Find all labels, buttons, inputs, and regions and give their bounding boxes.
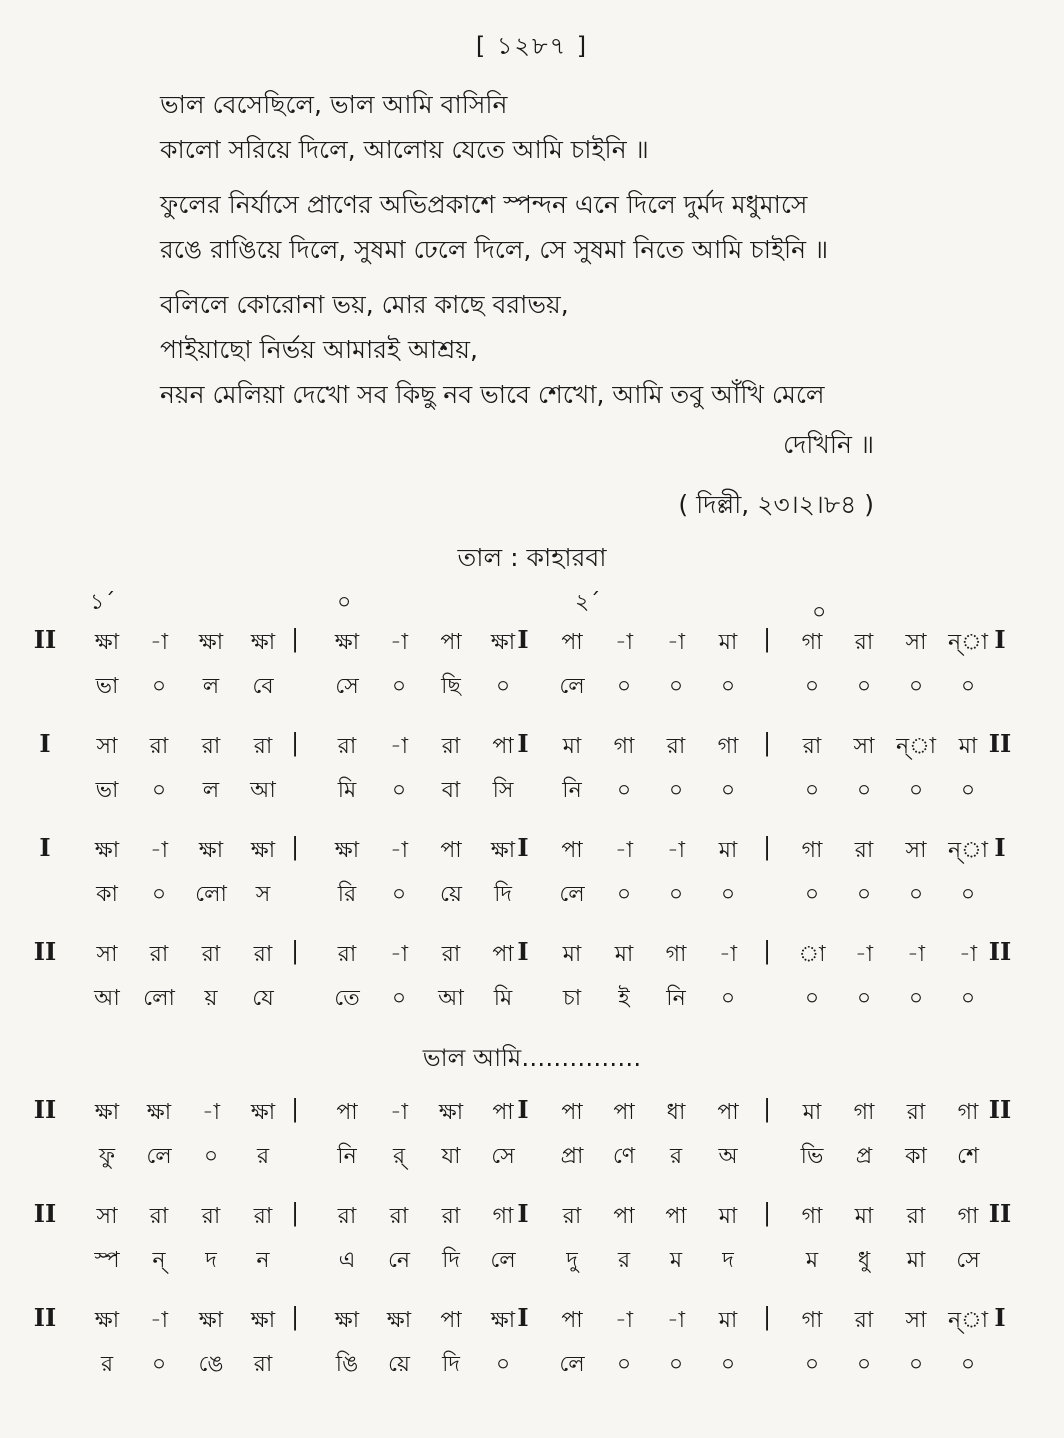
swara-note: মা xyxy=(958,734,978,759)
lyric-syllable: এ xyxy=(338,1248,356,1273)
lyric-syllable: প্র xyxy=(855,1144,873,1169)
lyric-syllable: ভা xyxy=(95,674,119,699)
swara-note: মা xyxy=(718,1204,738,1229)
bar-line: | xyxy=(290,1303,300,1331)
lyric-syllable: যা xyxy=(441,1144,461,1169)
swara-note: পা xyxy=(492,942,514,967)
lyric-syllable: কা xyxy=(905,1144,927,1169)
swara-note: রা xyxy=(201,942,221,967)
lyric-syllable: ০ xyxy=(495,1352,511,1377)
lyric-syllable: অ xyxy=(718,1144,738,1169)
swara-note: মা xyxy=(718,630,738,655)
bar-line: I xyxy=(517,1303,529,1332)
lyric-syllable: ০ xyxy=(908,986,924,1011)
lyric-syllable: র xyxy=(617,1248,631,1273)
lyric-syllable: আ xyxy=(94,986,120,1011)
lyric-syllable: ০ xyxy=(960,778,976,803)
swara-note: রা xyxy=(337,942,357,967)
swara-note: পা xyxy=(440,838,462,863)
swara-note: রা xyxy=(666,734,686,759)
swara-note: -া xyxy=(389,1100,409,1125)
swara-note: -া xyxy=(906,942,926,967)
lyric-syllable: ০ xyxy=(151,1352,167,1377)
bar-line: II xyxy=(33,1095,57,1124)
lyric-syllable: যে xyxy=(252,986,274,1011)
lyric-syllable: ০ xyxy=(720,778,736,803)
bar-line: | xyxy=(762,729,772,757)
bar-line: | xyxy=(290,729,300,757)
bar-line: | xyxy=(762,1095,772,1123)
swara-note: ক্ষা xyxy=(198,1308,224,1333)
swara-note: ক্ষা xyxy=(386,1308,412,1333)
place-date: ( দিল্লী, ২৩।২।৮৪ ) xyxy=(678,490,874,519)
swara-note: পা xyxy=(561,1308,583,1333)
swara-note: গা xyxy=(801,630,823,655)
swara-note: পা xyxy=(717,1100,739,1125)
swara-note: ক্ষা xyxy=(94,1308,120,1333)
lyric-syllable: ভা xyxy=(95,778,119,803)
poem-line: বলিলে কোরোনা ভয়, মোর কাছে বরাভয়, xyxy=(160,290,569,319)
lyric-syllable: ০ xyxy=(668,882,684,907)
notation-swara-row xyxy=(30,833,1040,879)
lyric-syllable: র xyxy=(256,1144,270,1169)
swara-note: ক্ষা xyxy=(250,1308,276,1333)
bar-line: | xyxy=(762,833,772,861)
lyric-syllable: দি xyxy=(442,1248,460,1273)
swara-note: -া xyxy=(666,630,686,655)
lyric-syllable: ফু xyxy=(98,1144,116,1169)
swara-note: -া xyxy=(389,838,409,863)
lyric-syllable: র xyxy=(100,1352,114,1377)
poem-line: ভাল বেসেছিলে, ভাল আমি বাসিনি xyxy=(160,90,508,119)
lyric-syllable: ০ xyxy=(856,674,872,699)
notation-lyric-row xyxy=(30,981,1040,1027)
swara-note: ক্ষা xyxy=(94,630,120,655)
lyric-syllable: মা xyxy=(906,1248,926,1273)
swara-note: ক্ষা xyxy=(94,1100,120,1125)
swara-note: রা xyxy=(441,1204,461,1229)
poem-line: রঙে রাঙিয়ে দিলে, সুষমা ঢেলে দিলে, সে সুষমা নিতে আমি চাইনি ॥ xyxy=(160,235,829,264)
swara-note: ক্ষা xyxy=(490,630,516,655)
bar-line: | xyxy=(290,1199,300,1227)
lyric-syllable: ০ xyxy=(804,986,820,1011)
lyric-syllable: ০ xyxy=(960,986,976,1011)
swara-note: রা xyxy=(906,1204,926,1229)
swara-note: -া xyxy=(666,1308,686,1333)
lyric-syllable: ন্ xyxy=(152,1248,166,1273)
swara-note: মা xyxy=(718,1308,738,1333)
swara-note: পা xyxy=(613,1204,635,1229)
lyric-syllable: লে xyxy=(559,882,585,907)
lyric-syllable: বে xyxy=(252,674,274,699)
swara-note: রা xyxy=(149,1204,169,1229)
swara-note: গা xyxy=(801,838,823,863)
bar-line: | xyxy=(290,1095,300,1123)
swara-note: মা xyxy=(854,1204,874,1229)
swara-note: ধা xyxy=(666,1100,686,1125)
swara-note: মা xyxy=(562,942,582,967)
swara-note: ক্ষা xyxy=(438,1100,464,1125)
bar-line: I xyxy=(994,833,1006,862)
lyric-syllable: ০ xyxy=(391,986,407,1011)
swara-note: ন্া xyxy=(895,734,937,759)
lyric-syllable: নি xyxy=(562,778,582,803)
lyric-syllable: আ xyxy=(438,986,464,1011)
swara-note: া xyxy=(798,942,826,967)
swara-note: -া xyxy=(614,838,634,863)
swara-note: ন্া xyxy=(947,838,989,863)
lyric-syllable: ০ xyxy=(856,778,872,803)
notation-lyric-row xyxy=(30,1347,1040,1393)
swara-note: রা xyxy=(441,942,461,967)
swara-note: গা xyxy=(801,1204,823,1229)
swara-note: -া xyxy=(389,630,409,655)
lyric-syllable: নি xyxy=(666,986,686,1011)
lyric-syllable: রা xyxy=(253,1352,273,1377)
bar-line: I xyxy=(517,625,529,654)
bar-line: I xyxy=(517,833,529,862)
swara-note: মা xyxy=(614,942,634,967)
swara-note: রা xyxy=(854,838,874,863)
lyric-syllable: মি xyxy=(493,986,513,1011)
lyric-syllable: ০ xyxy=(804,882,820,907)
lyric-syllable: দু xyxy=(566,1248,578,1273)
notation-swara-row xyxy=(30,1303,1040,1349)
lyric-syllable: সি xyxy=(492,778,514,803)
swara-note: পা xyxy=(561,630,583,655)
notation-swara-row xyxy=(30,1095,1040,1141)
lyric-syllable: ০ xyxy=(668,674,684,699)
swara-note: ক্ষা xyxy=(250,838,276,863)
bar-line: II xyxy=(988,937,1012,966)
swara-note: ক্ষা xyxy=(250,1100,276,1125)
swara-note: গা xyxy=(957,1204,979,1229)
lyric-syllable: ল xyxy=(202,778,220,803)
lyric-syllable: ০ xyxy=(616,778,632,803)
lyric-syllable: দ xyxy=(205,1248,217,1273)
poem-line: পাইয়াছো নির্ভয় আমারই আশ্রয়, xyxy=(160,335,478,364)
swara-note: গা xyxy=(613,734,635,759)
swara-note: গা xyxy=(492,1204,514,1229)
swara-note: পা xyxy=(613,1100,635,1125)
swara-note: সা xyxy=(96,734,118,759)
lyric-syllable: চা xyxy=(562,986,582,1011)
swara-note: গা xyxy=(853,1100,875,1125)
notation-swara-row xyxy=(30,625,1040,671)
lyric-syllable: ০ xyxy=(804,674,820,699)
swara-note: রা xyxy=(149,942,169,967)
lyric-syllable: শে xyxy=(957,1144,979,1169)
swara-note: পা xyxy=(561,838,583,863)
swara-note: সা xyxy=(905,1308,927,1333)
bar-line: | xyxy=(290,625,300,653)
bar-line: I xyxy=(517,937,529,966)
swara-note: -া xyxy=(666,838,686,863)
swara-note: -া xyxy=(149,630,169,655)
lyric-syllable: বা xyxy=(441,778,461,803)
swara-note: রা xyxy=(253,734,273,759)
lyric-syllable: ঙে xyxy=(198,1352,224,1377)
notation-swara-row xyxy=(30,1199,1040,1245)
lyric-syllable: ছি xyxy=(441,674,461,699)
notation-swara-row xyxy=(30,937,1040,983)
lyric-syllable: ০ xyxy=(804,1352,820,1377)
swara-note: ক্ষা xyxy=(490,838,516,863)
swara-note: রা xyxy=(253,942,273,967)
lyric-syllable: ০ xyxy=(391,778,407,803)
lyric-syllable: ন xyxy=(256,1248,270,1273)
bar-line: | xyxy=(290,937,300,965)
bar-line: I xyxy=(517,1095,529,1124)
lyric-syllable: ০ xyxy=(856,986,872,1011)
poem-line: ফুলের নির্যাসে প্রাণের অভিপ্রকাশে স্পন্দন এনে দিলে দুর্মদ মধুমাসে xyxy=(160,190,808,219)
lyric-syllable: ০ xyxy=(960,882,976,907)
lyric-syllable: ০ xyxy=(668,778,684,803)
swara-note: মা xyxy=(718,838,738,863)
lyric-syllable: ০ xyxy=(616,674,632,699)
lyric-syllable: র্ xyxy=(392,1144,406,1169)
bar-line: I xyxy=(994,1303,1006,1332)
lyric-syllable: ০ xyxy=(960,674,976,699)
swara-note: রা xyxy=(201,734,221,759)
swara-note: রা xyxy=(149,734,169,759)
lyric-syllable: ল xyxy=(202,674,220,699)
swara-note: -া xyxy=(149,838,169,863)
swara-note: পা xyxy=(665,1204,687,1229)
bar-line: I xyxy=(994,625,1006,654)
lyric-syllable: নে xyxy=(387,1248,411,1273)
swara-note: ক্ষা xyxy=(146,1100,172,1125)
lyric-syllable: য়ে xyxy=(440,882,462,907)
notation-lyric-row xyxy=(30,669,1040,715)
bar-line: | xyxy=(762,625,772,653)
lyric-syllable: প্রা xyxy=(560,1144,584,1169)
bar-line: I xyxy=(517,729,529,758)
lyric-syllable: লো xyxy=(143,986,175,1011)
lyric-syllable: মি xyxy=(337,778,357,803)
swara-note: রা xyxy=(441,734,461,759)
bar-line: | xyxy=(762,1303,772,1331)
lyric-syllable: সে xyxy=(335,674,359,699)
lyric-syllable: য়ে xyxy=(388,1352,410,1377)
swara-note: রা xyxy=(854,630,874,655)
swara-note: -া xyxy=(389,734,409,759)
lyric-syllable: লে xyxy=(490,1248,516,1273)
swara-note: ক্ষা xyxy=(490,1308,516,1333)
bar-line: II xyxy=(988,1095,1012,1124)
bar-line: II xyxy=(33,625,57,654)
swara-note: রা xyxy=(389,1204,409,1229)
lyric-syllable: সে xyxy=(956,1248,980,1273)
poem-line: নয়ন মেলিয়া দেখো সব কিছু নব ভাবে শেখো, আমি তবু আঁখি মেলে xyxy=(160,380,825,409)
lyric-syllable: স্প xyxy=(94,1248,120,1273)
lyric-syllable: ভি xyxy=(800,1144,824,1169)
notation-lyric-row xyxy=(30,773,1040,819)
swara-note: সা xyxy=(905,630,927,655)
lyric-syllable: ০ xyxy=(856,1352,872,1377)
swara-note: রা xyxy=(854,1308,874,1333)
swara-note: সা xyxy=(96,942,118,967)
beat-marker: ০ xyxy=(337,590,352,615)
lyric-syllable: ০ xyxy=(495,674,511,699)
bar-line: | xyxy=(762,937,772,965)
swara-note: পা xyxy=(492,734,514,759)
beat-marker: ০ xyxy=(812,600,827,625)
lyric-syllable: ০ xyxy=(908,1352,924,1377)
lyric-syllable: ই xyxy=(618,986,630,1011)
lyric-syllable: ০ xyxy=(856,882,872,907)
swara-note: পা xyxy=(440,1308,462,1333)
swara-note: রা xyxy=(906,1100,926,1125)
swara-note: গা xyxy=(717,734,739,759)
lyric-syllable: ণে xyxy=(612,1144,636,1169)
swara-note: মা xyxy=(802,1100,822,1125)
swara-note: সা xyxy=(96,1204,118,1229)
swara-note: ক্ষা xyxy=(198,630,224,655)
lyric-syllable: ০ xyxy=(804,778,820,803)
lyric-syllable: ০ xyxy=(151,882,167,907)
bar-line: | xyxy=(290,833,300,861)
lyric-syllable: আ xyxy=(250,778,276,803)
bar-line: II xyxy=(33,937,57,966)
lyric-syllable: ০ xyxy=(720,674,736,699)
swara-note: রা xyxy=(802,734,822,759)
swara-note: পা xyxy=(440,630,462,655)
swara-note: পা xyxy=(492,1100,514,1125)
swara-note: রা xyxy=(337,734,357,759)
lyric-syllable: ০ xyxy=(391,674,407,699)
swara-note: ক্ষা xyxy=(334,1308,360,1333)
lyric-syllable: ০ xyxy=(720,882,736,907)
lyric-syllable: ০ xyxy=(616,882,632,907)
lyric-syllable: দি xyxy=(494,882,512,907)
lyric-syllable: ঙি xyxy=(335,1352,359,1377)
swara-note: ক্ষা xyxy=(94,838,120,863)
swara-note: রা xyxy=(337,1204,357,1229)
beat-marker: ২´ xyxy=(575,590,601,615)
bar-line: II xyxy=(33,1199,57,1228)
swara-note: -া xyxy=(614,630,634,655)
notation-lyric-row xyxy=(30,1139,1040,1185)
swara-note: ন্া xyxy=(947,1308,989,1333)
tala-heading: তাল : কাহারবা xyxy=(457,543,607,572)
swara-note: -া xyxy=(854,942,874,967)
lyric-syllable: ০ xyxy=(908,882,924,907)
swara-note: ক্ষা xyxy=(198,838,224,863)
swara-note: পা xyxy=(336,1100,358,1125)
swara-note: রা xyxy=(562,1204,582,1229)
poem-line: কালো সরিয়ে দিলে, আলোয় যেতে আমি চাইনি ॥ xyxy=(160,135,649,164)
swara-note: মা xyxy=(562,734,582,759)
lyric-syllable: লে xyxy=(146,1144,172,1169)
bar-line: I xyxy=(39,729,51,758)
swara-note: গা xyxy=(665,942,687,967)
lyric-syllable: ০ xyxy=(151,778,167,803)
swara-note: রা xyxy=(201,1204,221,1229)
lyric-syllable: ০ xyxy=(960,1352,976,1377)
notation-swara-row xyxy=(30,729,1040,775)
swara-note: গা xyxy=(957,1100,979,1125)
lyric-syllable: তে xyxy=(334,986,360,1011)
lyric-syllable: লে xyxy=(559,674,585,699)
lyric-syllable: স xyxy=(255,882,271,907)
swara-note: রা xyxy=(253,1204,273,1229)
lyric-syllable: ০ xyxy=(203,1144,219,1169)
lyric-syllable: সে xyxy=(491,1144,515,1169)
swara-note: গা xyxy=(801,1308,823,1333)
lyric-syllable: ধু xyxy=(857,1248,871,1273)
lyric-syllable: ০ xyxy=(908,778,924,803)
notation-lyric-row xyxy=(30,877,1040,923)
lyric-syllable: ০ xyxy=(720,1352,736,1377)
swara-note: ক্ষা xyxy=(334,630,360,655)
lyric-syllable: ম xyxy=(805,1248,819,1273)
swara-note: ক্ষা xyxy=(334,838,360,863)
poem-line-last-word: দেখিনি ॥ xyxy=(782,430,874,459)
lyric-syllable: র xyxy=(669,1144,683,1169)
swara-note: -া xyxy=(201,1100,221,1125)
swara-note: সা xyxy=(905,838,927,863)
lyric-syllable: রি xyxy=(337,882,357,907)
bar-line: II xyxy=(988,729,1012,758)
swara-note: ক্ষা xyxy=(250,630,276,655)
swara-note: -া xyxy=(389,942,409,967)
swara-note: ন্া xyxy=(947,630,989,655)
lyric-syllable: ০ xyxy=(151,674,167,699)
page-number: [ ১২৮৭ ] xyxy=(475,32,589,60)
lyric-syllable: ০ xyxy=(668,1352,684,1377)
swara-note: -া xyxy=(718,942,738,967)
bar-line: | xyxy=(762,1199,772,1227)
bar-line: II xyxy=(988,1199,1012,1228)
swara-note: -া xyxy=(614,1308,634,1333)
bar-line: I xyxy=(39,833,51,862)
lyric-syllable: ০ xyxy=(908,674,924,699)
lyric-syllable: য় xyxy=(204,986,218,1011)
bar-line: I xyxy=(517,1199,529,1228)
beat-markers xyxy=(0,585,1064,625)
refrain-line: ভাল আমি…………… xyxy=(422,1044,642,1072)
lyric-syllable: লো xyxy=(195,882,227,907)
swara-note: সা xyxy=(853,734,875,759)
bar-line: II xyxy=(33,1303,57,1332)
lyric-syllable: দি xyxy=(442,1352,460,1377)
lyric-syllable: ০ xyxy=(720,986,736,1011)
lyric-syllable: দ xyxy=(722,1248,734,1273)
swara-note: -া xyxy=(958,942,978,967)
notation-lyric-row xyxy=(30,1243,1040,1289)
lyric-syllable: লে xyxy=(559,1352,585,1377)
lyric-syllable: ০ xyxy=(616,1352,632,1377)
lyric-syllable: কা xyxy=(96,882,118,907)
lyric-syllable: ০ xyxy=(391,882,407,907)
lyric-syllable: নি xyxy=(337,1144,357,1169)
lyric-syllable: ম xyxy=(669,1248,683,1273)
swara-note: -া xyxy=(149,1308,169,1333)
swara-note: পা xyxy=(561,1100,583,1125)
beat-marker: ১´ xyxy=(90,590,116,615)
